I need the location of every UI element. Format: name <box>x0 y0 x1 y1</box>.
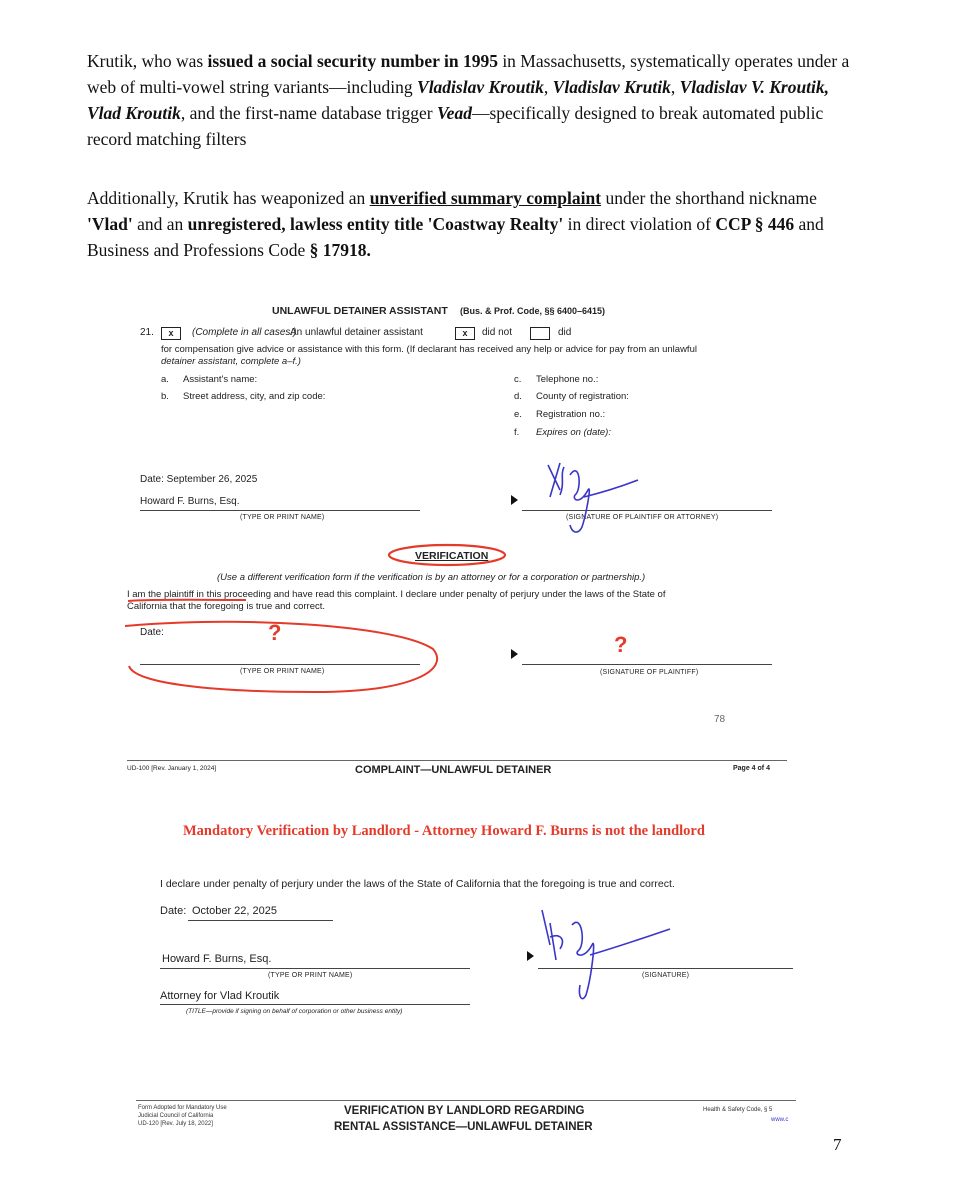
text: and Business and Professions Code <box>87 214 824 260</box>
text: , <box>543 77 553 97</box>
item-e-text: Registration no.: <box>536 409 606 420</box>
date-line: Date: September 26, 2025 <box>140 474 258 485</box>
did-not-label: did not <box>482 327 513 338</box>
form-footer-title: RENTAL ASSISTANCE—UNLAWFUL DETAINER <box>334 1121 593 1133</box>
type-print-caption: (TYPE OR PRINT NAME) <box>240 514 325 521</box>
date2-label: Date: <box>140 627 164 638</box>
signature-scribble-icon <box>520 905 680 1005</box>
form-footer-page: Page 4 of 4 <box>733 765 770 772</box>
form-heading-code: (Bus. & Prof. Code, §§ 6400–6415) <box>460 306 606 316</box>
item-c-label: c. <box>514 374 522 385</box>
text: Krutik, who was <box>87 51 208 71</box>
form-footer-link[interactable]: www.c <box>771 1117 789 1123</box>
title-caption: (TITLE—provide if signing on behalf of corporation or other business entity) <box>186 1008 403 1015</box>
form-line: detainer assistant, complete a–f.) <box>161 356 301 367</box>
form-line: for compensation give advice or assistance with this form. (If declarant has received any help or advice for pay from an unlawful <box>161 344 697 355</box>
title-line <box>160 1004 470 1005</box>
question-mark-icon: ? <box>614 632 628 657</box>
title-value: Attorney for Vlad Kroutik <box>160 990 280 1002</box>
form-footer-title: VERIFICATION BY LANDLORD REGARDING <box>344 1105 585 1117</box>
item-f-label: f. <box>514 427 520 438</box>
did-label: did <box>558 327 572 338</box>
item-c-text: Telephone no.: <box>536 374 599 385</box>
typed-name: Howard F. Burns, Esq. <box>162 953 272 965</box>
form-footer-left: UD-100 [Rev. January 1, 2024] <box>127 765 217 772</box>
verification-title: VERIFICATION <box>415 550 489 562</box>
typed-name: Howard F. Burns, Esq. <box>140 496 240 507</box>
form-heading: UNLAWFUL DETAINER ASSISTANT <box>272 305 448 317</box>
form-footer-title: COMPLAINT—UNLAWFUL DETAINER <box>355 764 552 776</box>
form-footer-left: UD-120 [Rev. July 18, 2022] <box>138 1121 213 1127</box>
type-print-caption: (TYPE OR PRINT NAME) <box>268 972 353 979</box>
type-print-caption: (TYPE OR PRINT NAME) <box>240 668 325 675</box>
underlined-phrase: unverified summary complaint <box>369 188 602 208</box>
bold-phrase: 'Vlad' <box>87 214 133 234</box>
bold-phrase: § 17918. <box>309 240 371 260</box>
item-a-text: Assistant's name: <box>183 374 258 385</box>
item-a-label: a. <box>161 374 169 385</box>
alias: Vead <box>436 103 472 123</box>
question-mark-icon: ? <box>268 620 282 645</box>
verification-text: California that the foregoing is true and correct. <box>127 601 326 612</box>
text: —specifically designed to break automated public record matching filters <box>87 103 824 149</box>
name-line <box>160 968 470 969</box>
alias: Vladislav V. Kroutik, Vlad Kroutik <box>87 77 830 123</box>
verification-note: (Use a different verification form if the verification is by an attorney or for a corporation or partnership.) <box>217 572 646 583</box>
item-b-label: b. <box>161 391 169 402</box>
text: , <box>670 77 680 97</box>
text: in direct violation of <box>563 214 716 234</box>
red-heading: Mandatory Verification by Landlord - Attorney Howard F. Burns is not the landlord <box>183 823 705 839</box>
complete-checkbox: x <box>161 327 181 340</box>
form-footer-left: Judicial Council of California <box>138 1113 214 1119</box>
complete-note: (Complete in all cases.) <box>192 327 297 338</box>
ssn-highlight: issued a social security number in 1995 <box>207 51 498 71</box>
item-number: 21. <box>140 327 154 338</box>
item-d-text: County of registration: <box>536 391 629 402</box>
declaration-text: I declare under penalty of perjury under the laws of the State of California that the foregoing is true and correct. <box>160 878 675 890</box>
signature-caption: (SIGNATURE OF PLAINTIFF) <box>600 669 699 676</box>
item-f-text: Expires on (date): <box>536 427 611 438</box>
date-label: Date: <box>160 905 187 917</box>
bold-phrase: unregistered, lawless entity title 'Coastway Realty' <box>187 214 564 234</box>
page-number: 7 <box>833 1135 842 1154</box>
text: Additionally, Krutik has weaponized an <box>87 188 370 208</box>
item-e-label: e. <box>514 409 522 420</box>
item-b-text: Street address, city, and zip code: <box>183 391 326 402</box>
date-line <box>188 920 333 921</box>
assistant-line: An unlawful detainer assistant <box>290 327 423 338</box>
did-not-checkbox: x <box>455 327 475 340</box>
text: in Massachusetts, systematically operates under a web of multi-vowel string variants—including <box>87 51 850 97</box>
alias: Vladislav Kroutik <box>417 77 544 97</box>
form-footer-right: Health & Safety Code, § 5 <box>703 1107 773 1113</box>
page-mark: 78 <box>714 714 726 725</box>
signature-caption: (SIGNATURE) <box>642 972 690 979</box>
form-footer-left: Form Adopted for Mandatory Use <box>138 1105 227 1111</box>
signature-caption: (SIGNATURE OF PLAINTIFF OR ATTORNEY) <box>566 514 719 521</box>
item-d-label: d. <box>514 391 522 402</box>
footer-rule <box>136 1100 796 1101</box>
text: and an <box>132 214 188 234</box>
text: under the shorthand nickname <box>601 188 817 208</box>
alias: Vladislav Krutik <box>552 77 671 97</box>
bold-phrase: CCP § 446 <box>715 214 795 234</box>
text: , and the first-name database trigger <box>180 103 437 123</box>
date-value: October 22, 2025 <box>192 905 278 917</box>
verification-text: I am the plaintiff in this proceeding and have read this complaint. I declare under penalty of perjury under the laws of the State of <box>127 589 666 600</box>
